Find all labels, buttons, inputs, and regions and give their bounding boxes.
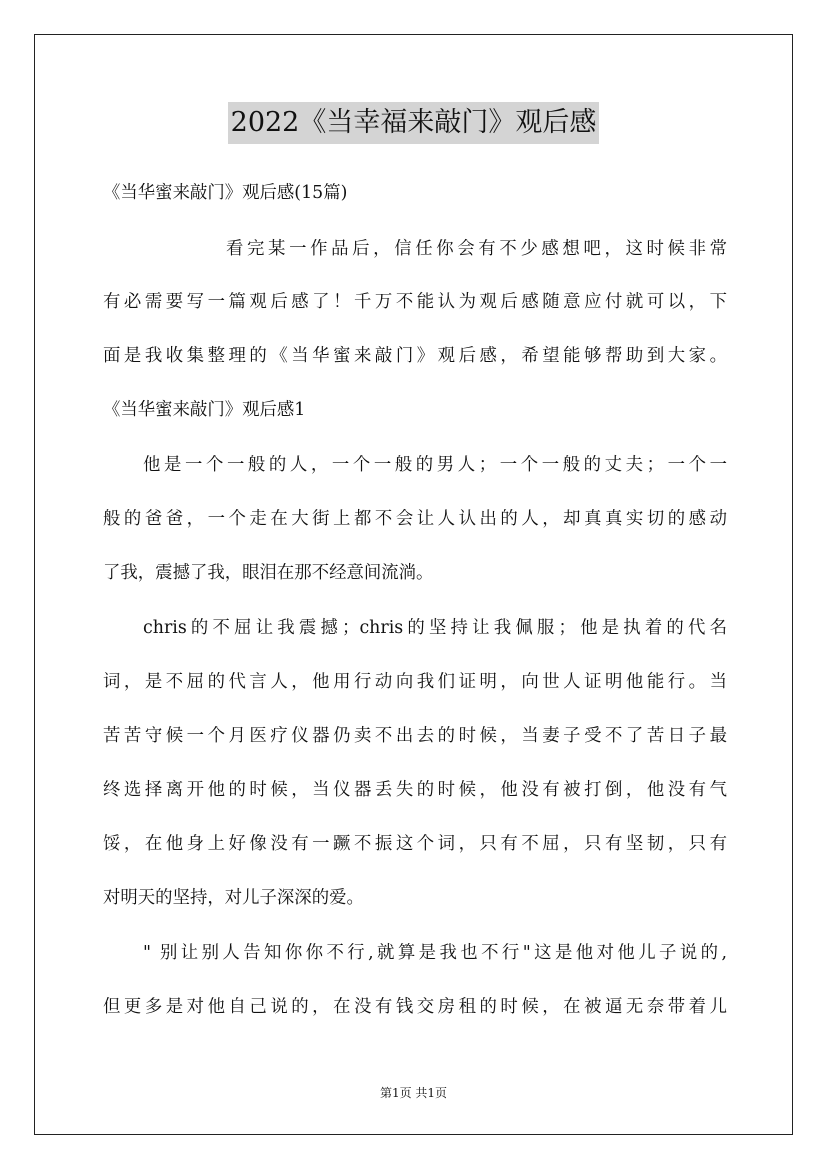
intro-line-3: 面是我收集整理的《当华蜜来敲门》观后感，希望能够帮助到大家。: [103, 346, 727, 366]
page-footer: 第1页 共1页: [379, 1086, 448, 1100]
title-block: [0, 102, 827, 144]
section-heading: 《当华蜜来敲门》观后感1: [103, 400, 306, 420]
paragraph2-line-1: chris的不屈让我震撼；chris的坚持让我佩服；他是执着的代名: [143, 618, 727, 638]
paragraph2-line-5: 馁，在他身上好像没有一蹶不振这个词，只有不屈，只有坚韧，只有: [103, 834, 727, 854]
paragraph3-line-1: " 别让别人告知你你不行,就算是我也不行"这是他对他儿子说的,: [143, 943, 727, 963]
paragraph1-line-2: 般的爸爸，一个走在大街上都不会让人认出的人，却真真实切的感动: [103, 509, 727, 529]
subtitle: 《当华蜜来敲门》观后感(15篇): [103, 183, 348, 203]
paragraph2-line-3: 苦苦守候一个月医疗仪器仍卖不出去的时候，当妻子受不了苦日子最: [103, 726, 727, 746]
paragraph1-line-1: 他是一个一般的人，一个一般的男人；一个一般的丈夫；一个一: [143, 455, 727, 475]
paragraph3-line-2: 但更多是对他自己说的，在没有钱交房租的时候，在被逼无奈带着儿: [103, 997, 727, 1017]
paragraph2-line-6: 对明天的坚持，对儿子深深的爱。: [103, 888, 364, 908]
document-title: 2022《当幸福来敲门》观后感: [228, 102, 600, 144]
paragraph2-line-4: 终选择离开他的时候，当仪器丢失的时候，他没有被打倒，他没有气: [103, 780, 727, 800]
intro-line-1: 看完某一作品后，信任你会有不少感想吧，这时候非常: [226, 239, 727, 259]
paragraph1-line-3: 了我，震撼了我，眼泪在那不经意间流淌。: [103, 563, 434, 583]
intro-line-2: 有必需要写一篇观后感了！千万不能认为观后感随意应付就可以，下: [103, 292, 727, 312]
paragraph2-line-2: 词，是不屈的代言人，他用行动向我们证明，向世人证明他能行。当: [103, 672, 727, 692]
